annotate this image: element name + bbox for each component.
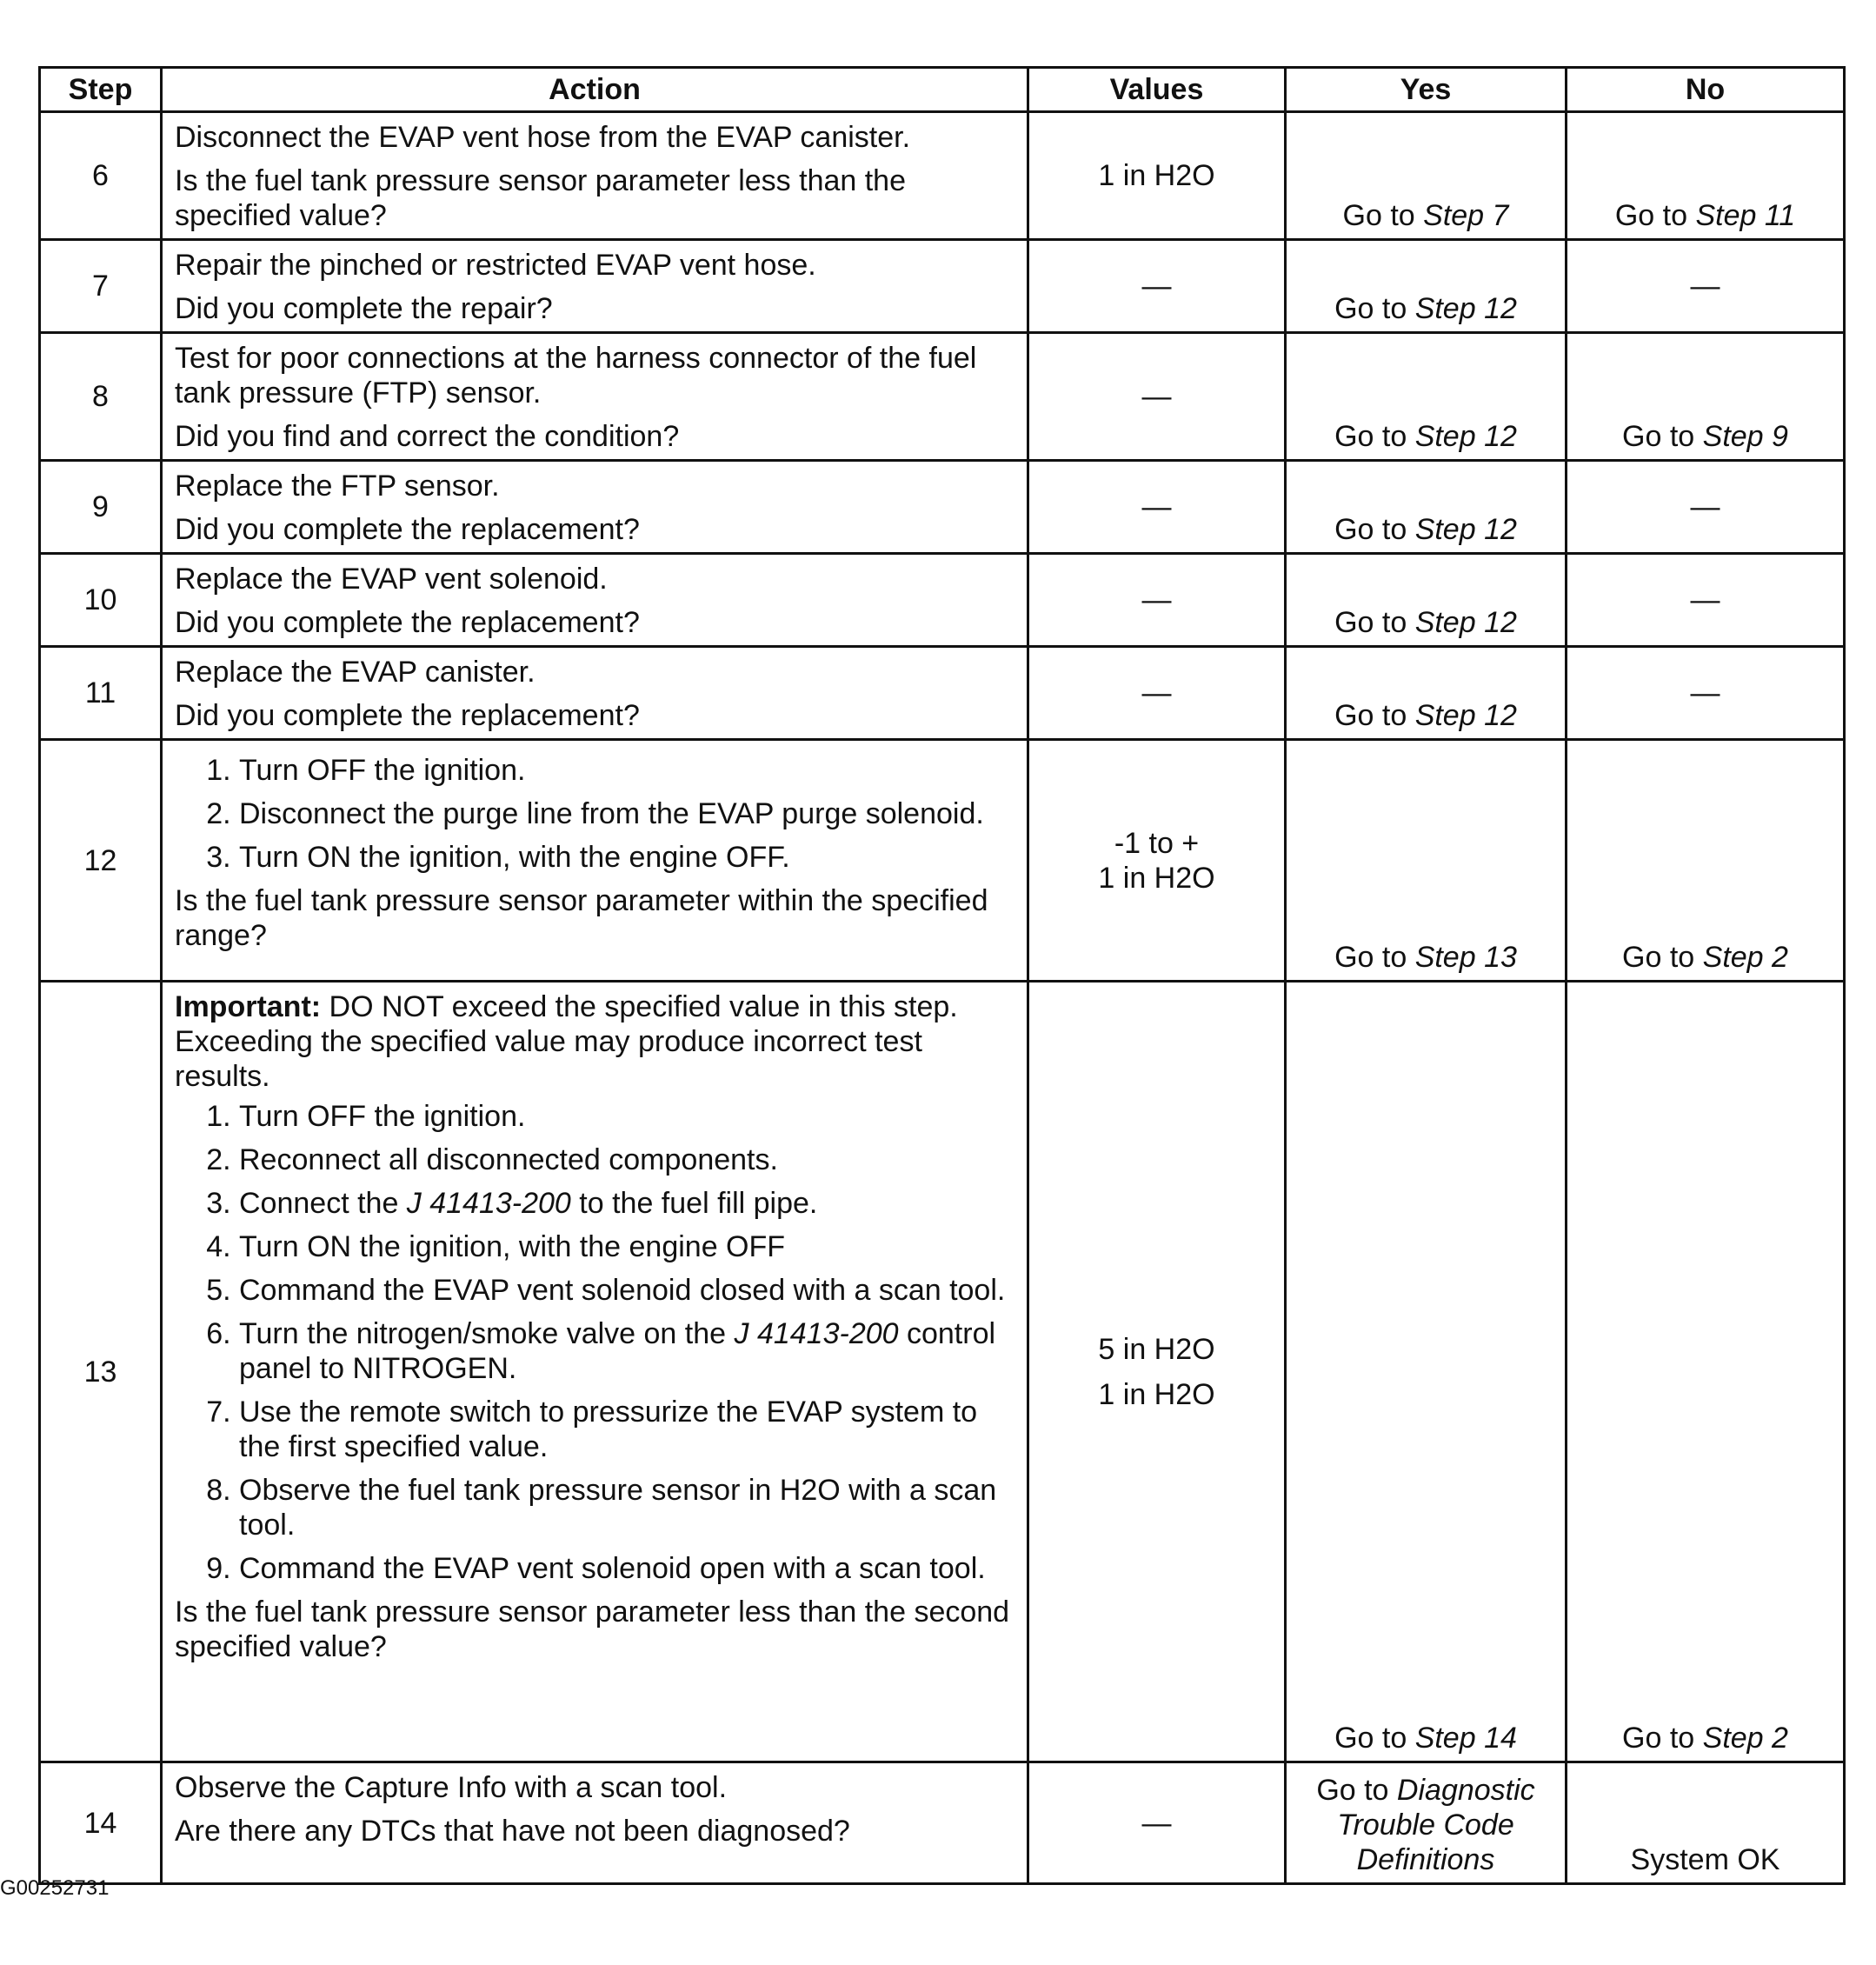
procedure-text: Turn OFF the ignition.	[239, 754, 526, 787]
action-line: Is the fuel tank pressure sensor parameter less than the specified value?	[175, 164, 907, 232]
goto-prefix: Go to	[1334, 941, 1415, 974]
procedure-text: Use the remote switch to pressurize the EVAP system to the first specified value.	[239, 1395, 978, 1463]
header-action: Action	[162, 68, 1028, 112]
diagnostic-table-container	[38, 66, 1843, 1885]
value-text: -1 to + 1 in H2O	[1098, 826, 1215, 895]
action-cell	[162, 461, 1028, 554]
table-body	[40, 112, 1845, 1884]
values-cell	[1028, 461, 1286, 554]
yes-result	[1286, 740, 1567, 982]
table-row	[40, 333, 1845, 461]
value-text: —	[1141, 583, 1172, 616]
table-row	[40, 740, 1845, 982]
procedure-text: Observe the fuel tank pressure sensor in H2O with a scan tool.	[239, 1474, 997, 1542]
step-reference: Step 11	[1695, 199, 1796, 232]
no-text: —	[1690, 676, 1720, 709]
step-reference: Step 12	[1414, 420, 1517, 453]
important-label: Important:	[175, 990, 322, 1023]
procedure-text: Command the EVAP vent solenoid closed with a scan tool.	[239, 1274, 1006, 1307]
goto-prefix: Go to	[1342, 199, 1424, 232]
step-number: 9	[40, 461, 162, 554]
procedure-text: Reconnect all disconnected components.	[239, 1143, 778, 1176]
header-yes: Yes	[1286, 68, 1567, 112]
values-cell	[1028, 112, 1286, 240]
procedure-step	[239, 1142, 1015, 1177]
procedure-step	[239, 796, 1015, 831]
procedure-step	[239, 1229, 1015, 1264]
no-result	[1567, 1762, 1845, 1884]
procedure-text: control panel to NITROGEN.	[239, 1317, 996, 1385]
action-line: Replace the FTP sensor.	[175, 470, 500, 503]
action-line: Test for poor connections at the harness connector of the fuel tank pressure (FTP) sensor.	[175, 342, 977, 410]
step-number: 10	[40, 554, 162, 647]
yes-result	[1286, 554, 1567, 647]
values-cell	[1028, 240, 1286, 333]
step-reference: Step 12	[1414, 513, 1517, 546]
header-row	[40, 68, 1845, 112]
diagnostic-table	[38, 66, 1846, 1885]
no-result	[1567, 982, 1845, 1762]
step-number: 7	[40, 240, 162, 333]
step-reference: Step 2	[1702, 941, 1788, 974]
step-reference: Step 7	[1423, 199, 1509, 232]
table-row	[40, 461, 1845, 554]
procedure-step	[239, 1316, 1015, 1386]
procedure-list	[175, 753, 1015, 875]
important-note	[175, 989, 1015, 1094]
procedure-text: Connect the	[239, 1187, 407, 1220]
values-cell	[1028, 982, 1286, 1762]
goto-prefix: Go to	[1334, 606, 1415, 639]
procedure-text: to the fuel fill pipe.	[570, 1187, 818, 1220]
value-text: —	[1141, 270, 1172, 303]
procedure-text: Command the EVAP vent solenoid open with a scan tool.	[239, 1552, 986, 1585]
action-line: Did you complete the replacement?	[175, 699, 640, 732]
goto-prefix: Go to	[1334, 292, 1415, 325]
goto-prefix: Go to	[1334, 420, 1415, 453]
no-text: —	[1690, 490, 1720, 523]
step-reference: Step 9	[1702, 420, 1788, 453]
procedure-step	[239, 840, 1015, 875]
step-number: 8	[40, 333, 162, 461]
goto-prefix: Go to	[1334, 1722, 1415, 1755]
yes-result	[1286, 240, 1567, 333]
no-result	[1567, 740, 1845, 982]
values-cell	[1028, 333, 1286, 461]
values-cell	[1028, 647, 1286, 740]
action-line: Did you complete the replacement?	[175, 513, 640, 546]
action-line: Did you complete the repair?	[175, 292, 553, 325]
procedure-step	[239, 1551, 1015, 1586]
procedure-step	[239, 1473, 1015, 1542]
yes-result	[1286, 112, 1567, 240]
procedure-text: Turn the nitrogen/smoke valve on the	[239, 1317, 735, 1350]
goto-prefix: Go to	[1622, 1722, 1703, 1755]
no-result	[1567, 647, 1845, 740]
procedure-step	[239, 1273, 1015, 1308]
yes-result	[1286, 1762, 1567, 1884]
step-reference: Step 13	[1414, 941, 1517, 974]
value-text: —	[1141, 380, 1172, 413]
action-line: Disconnect the EVAP vent hose from the EVAP canister.	[175, 121, 911, 154]
goto-prefix: Go to	[1334, 513, 1415, 546]
header-no: No	[1567, 68, 1845, 112]
action-cell	[162, 982, 1028, 1762]
tool-reference: J 41413-200	[406, 1187, 571, 1220]
step-number: 13	[40, 982, 162, 1762]
goto-prefix: Go to	[1334, 699, 1415, 732]
table-row	[40, 112, 1845, 240]
goto-prefix: Go to	[1316, 1774, 1397, 1807]
yes-result	[1286, 982, 1567, 1762]
value-text: —	[1141, 676, 1172, 709]
table-row	[40, 1762, 1845, 1884]
procedure-step	[239, 1186, 1015, 1221]
no-text: —	[1690, 583, 1720, 616]
value-text: —	[1141, 490, 1172, 523]
procedure-text: Turn ON the ignition, with the engine OFF.	[239, 841, 790, 874]
action-line: Replace the EVAP vent solenoid.	[175, 563, 608, 596]
procedure-step	[239, 753, 1015, 788]
action-line: Are there any DTCs that have not been diagnosed?	[175, 1815, 850, 1848]
action-line: Replace the EVAP canister.	[175, 656, 536, 689]
step-number: 12	[40, 740, 162, 982]
yes-result	[1286, 333, 1567, 461]
procedure-list	[175, 1099, 1015, 1586]
step-number: 14	[40, 1762, 162, 1884]
important-text: DO NOT exceed the specified value in this step. Exceeding the specified value may produce incorrect test results.	[175, 990, 958, 1093]
action-cell	[162, 647, 1028, 740]
goto-prefix: Go to	[1622, 941, 1703, 974]
procedure-step	[239, 1099, 1015, 1134]
step-number: 11	[40, 647, 162, 740]
goto-prefix: Go to	[1614, 199, 1696, 232]
action-question: Is the fuel tank pressure sensor parameter within the specified range?	[175, 884, 988, 952]
value-text: 1 in H2O	[1098, 1377, 1215, 1411]
header-values: Values	[1028, 68, 1286, 112]
yes-result	[1286, 647, 1567, 740]
step-reference: Step 2	[1702, 1722, 1788, 1755]
procedure-text: Turn ON the ignition, with the engine OFF	[239, 1230, 786, 1263]
action-question: Is the fuel tank pressure sensor parameter less than the second specified value?	[175, 1595, 1010, 1663]
value-text: 5 in H2O	[1098, 1332, 1215, 1366]
no-text: System OK	[1630, 1843, 1780, 1876]
header-step: Step	[40, 68, 162, 112]
values-cell	[1028, 1762, 1286, 1884]
table-row	[40, 240, 1845, 333]
goto-prefix: Go to	[1622, 420, 1703, 453]
step-reference: Step 12	[1414, 292, 1517, 325]
no-text: —	[1690, 270, 1720, 303]
no-result	[1567, 112, 1845, 240]
action-cell	[162, 333, 1028, 461]
action-line: Did you complete the replacement?	[175, 606, 640, 639]
procedure-step	[239, 1395, 1015, 1464]
procedure-text: Disconnect the purge line from the EVAP purge solenoid.	[239, 797, 984, 830]
values-cell	[1028, 740, 1286, 982]
table-row	[40, 554, 1845, 647]
step-reference: Step 14	[1414, 1722, 1517, 1755]
no-result	[1567, 240, 1845, 333]
value-text: —	[1141, 1806, 1172, 1840]
action-line: Did you find and correct the condition?	[175, 420, 680, 453]
tool-reference: J 41413-200	[734, 1317, 899, 1350]
action-line: Observe the Capture Info with a scan tool.	[175, 1771, 728, 1804]
action-cell	[162, 554, 1028, 647]
no-result	[1567, 333, 1845, 461]
action-cell	[162, 1762, 1028, 1884]
values-cell	[1028, 554, 1286, 647]
no-result	[1567, 461, 1845, 554]
action-cell	[162, 112, 1028, 240]
action-line: Repair the pinched or restricted EVAP vent hose.	[175, 249, 816, 282]
no-result	[1567, 554, 1845, 647]
step-reference: Step 12	[1414, 606, 1517, 639]
step-number: 6	[40, 112, 162, 240]
action-cell	[162, 740, 1028, 982]
figure-id: G00252731	[0, 1876, 110, 1900]
procedure-text: Turn OFF the ignition.	[239, 1100, 526, 1133]
step-reference: Diagnostic Trouble Code Definitions	[1337, 1774, 1535, 1876]
yes-result	[1286, 461, 1567, 554]
value-text: 1 in H2O	[1098, 159, 1215, 192]
action-cell	[162, 240, 1028, 333]
step-reference: Step 12	[1414, 699, 1517, 732]
table-row	[40, 982, 1845, 1762]
table-row	[40, 647, 1845, 740]
